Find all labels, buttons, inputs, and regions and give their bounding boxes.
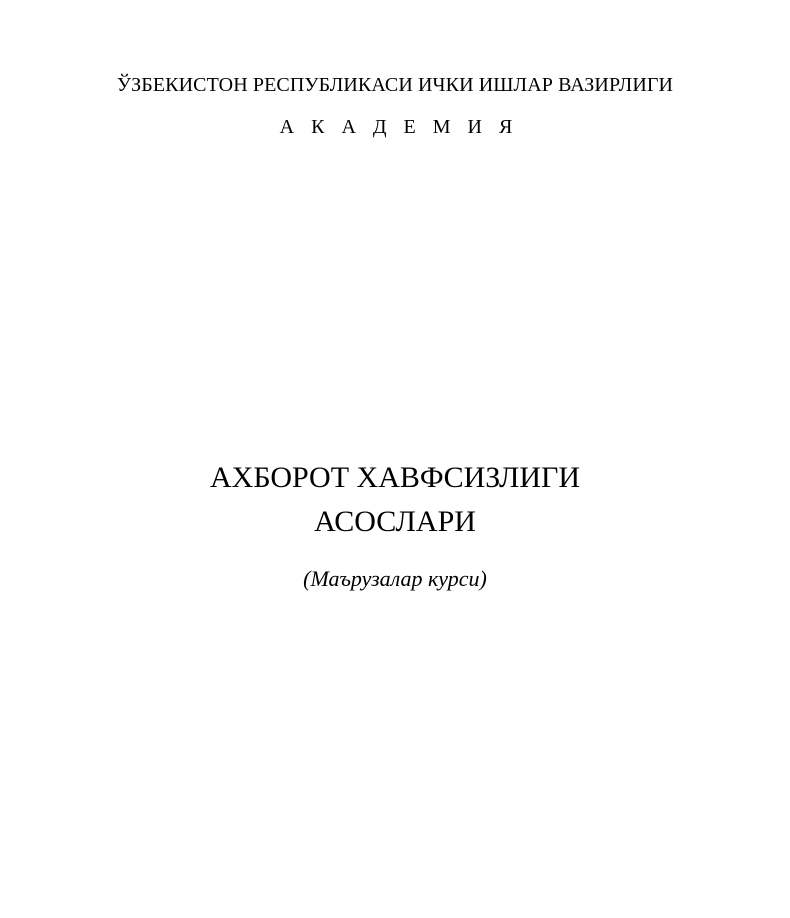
document-subtitle: (Маърузалар курси): [303, 566, 487, 591]
document-title-line-2: АСОСЛАРИ: [314, 505, 476, 538]
document-title-line-1: АХБОРОТ ХАВФСИЗЛИГИ: [209, 461, 580, 494]
academy-heading: А К А Д Е М И Я: [279, 116, 519, 138]
ministry-heading: ЎЗБЕКИСТОН РЕСПУБЛИКАСИ ИЧКИ ИШЛАР ВАЗИРЛИГИ: [116, 74, 674, 96]
